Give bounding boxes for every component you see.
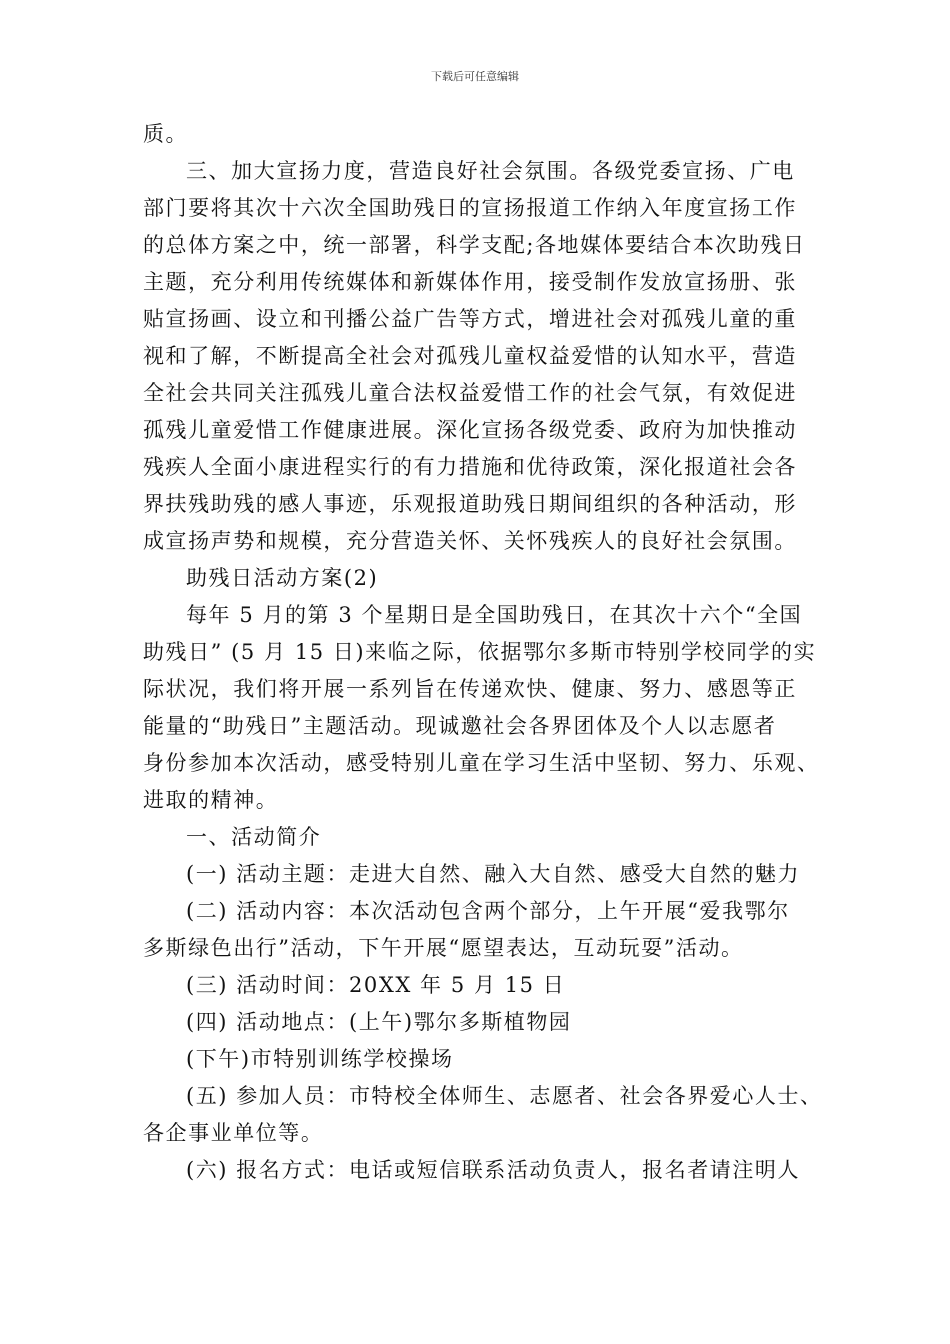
text-line: 际状况，我们将开展一系列旨在传递欢快、健康、努力、感恩等正 <box>143 677 797 701</box>
text-line: 视和了解，不断提高全社会对孤残儿童权益爱惜的认知水平，营造 <box>143 344 797 368</box>
text-line: 各企事业单位等。 <box>143 1121 324 1145</box>
text-line: 残疾人全面小康进程实行的有力措施和优待政策，深化报道社会各 <box>143 455 797 479</box>
page-header: 下载后可任意编辑 <box>431 70 519 83</box>
text-line: 能量的“助残日”主题活动。现诚邀社会各界团体及个人以志愿者 <box>143 714 777 738</box>
text-line: 每年 5 月的第 3 个星期日是全国助残日，在其次十六个“全国 <box>186 603 803 627</box>
text-line: 多斯绿色出行”活动，下午开展“愿望表达，互动玩耍”活动。 <box>143 936 744 960</box>
text-line: (五) 参加人员：市特校全体师生、志愿者、社会各界爱心人士、 <box>186 1084 823 1108</box>
text-line: 助残日” (5 月 15 日)来临之际，依据鄂尔多斯市特别学校同学的实 <box>143 640 817 664</box>
text-line: 全社会共同关注孤残儿童合法权益爱惜工作的社会气氛，有效促进 <box>143 381 797 405</box>
text-line: 孤残儿童爱惜工作健康进展。深化宣扬各级党委、政府为加快推动 <box>143 418 797 442</box>
text-line: (下午)市特别训练学校操场 <box>186 1047 454 1071</box>
text-line: 部门要将其次十六次全国助残日的宣扬报道工作纳入年度宣扬工作 <box>143 196 797 220</box>
text-line: 界扶残助残的感人事迹，乐观报道助残日期间组织的各种活动，形 <box>143 492 797 516</box>
text-line: 三、加大宣扬力度，营造良好社会氛围。各级党委宣扬、广电 <box>186 159 795 183</box>
text-line: (二) 活动内容：本次活动包含两个部分，上午开展“爱我鄂尔 <box>186 899 790 923</box>
text-line: 主题，充分利用传统媒体和新媒体作用，接受制作发放宣扬册、张 <box>143 270 797 294</box>
text-line: (六) 报名方式：电话或短信联系活动负责人，报名者请注明人 <box>186 1158 801 1182</box>
text-line: (四) 活动地点：(上午)鄂尔多斯植物园 <box>186 1010 572 1034</box>
text-line: 质。 <box>143 122 189 146</box>
section-heading: 一、活动简介 <box>186 825 322 849</box>
text-line: 进取的精神。 <box>143 788 279 812</box>
text-line: 的总体方案之中，统一部署，科学支配;各地媒体要结合本次助残日 <box>143 233 806 257</box>
text-line: 身份参加本次活动，感受特别儿童在学习生活中坚韧、努力、乐观、 <box>143 751 820 775</box>
section-heading: 助残日活动方案(2) <box>186 566 379 590</box>
text-line: (三) 活动时间：20XX 年 5 月 15 日 <box>186 973 566 997</box>
text-line: 成宣扬声势和规模，充分营造关怀、关怀残疾人的良好社会氛围。 <box>143 529 797 553</box>
text-line: 贴宣扬画、设立和刊播公益广告等方式，增进社会对孤残儿童的重 <box>143 307 797 331</box>
text-line: (一) 活动主题：走进大自然、融入大自然、感受大自然的魅力 <box>186 862 801 886</box>
